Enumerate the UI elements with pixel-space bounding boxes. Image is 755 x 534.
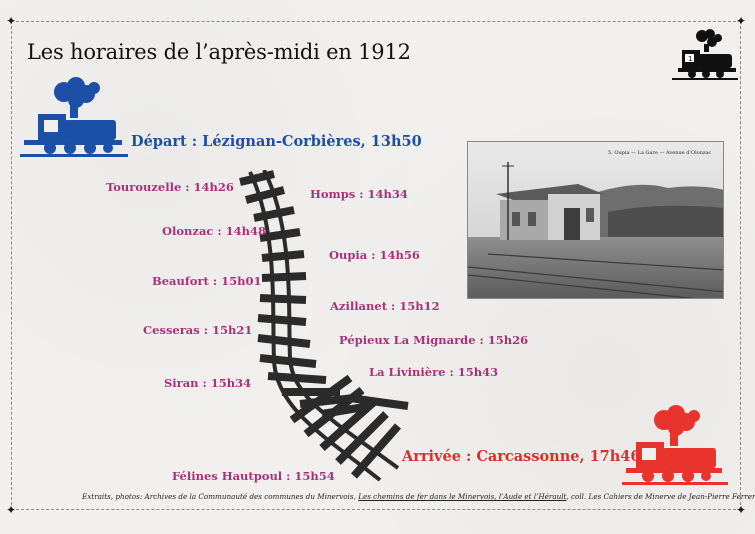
train-icon-red — [622, 402, 732, 486]
sparkle-corner-icon: ✦ — [6, 503, 17, 517]
sparkle-corner-icon: ✦ — [736, 503, 747, 517]
oupia-station-photo — [467, 141, 724, 299]
train-icon-black — [668, 26, 740, 82]
stop-tourouzelle: Tourouzelle : 14h26 — [106, 180, 234, 194]
credits-prefix: Extraits, photos: Archives de la Communauté des communes du Minervois, — [82, 492, 359, 501]
stop-olonzac: Olonzac : 14h48 — [162, 224, 267, 238]
stop-la-liviniere: La Livinière : 15h43 — [369, 365, 499, 379]
stop-cesseras: Cesseras : 15h21 — [143, 323, 253, 337]
stop-siran: Siran : 15h34 — [164, 376, 252, 390]
stop-beaufort: Beaufort : 15h01 — [152, 274, 262, 288]
stop-oupia: Oupia : 14h56 — [329, 248, 420, 262]
sparkle-corner-icon: ✦ — [736, 14, 747, 28]
stop-azillanet: Azillanet : 15h12 — [330, 299, 440, 313]
sparkle-corner-icon: ✦ — [6, 14, 17, 28]
depart-label: Départ : Lézignan-Corbières, 13h50 — [131, 133, 422, 150]
photo-caption: 5. Oupia — La Gare — Avenue d’Olonzac — [608, 150, 712, 156]
credits-book: Les chemins de fer dans le Minervois, l’Aude et l’Hérault — [358, 492, 567, 501]
stop-felines-hautpoul: Félines Hautpoul : 15h54 — [172, 469, 335, 483]
stop-pepieux: Pépieux La Mignarde : 15h26 — [339, 333, 529, 347]
train-icon-blue — [20, 72, 132, 158]
stop-homps: Homps : 14h34 — [310, 187, 408, 201]
page-title: Les horaires de l’après-midi en 1912 — [27, 40, 411, 64]
railway-track — [230, 170, 420, 490]
svg-text:1: 1 — [688, 55, 693, 63]
credits — [82, 492, 755, 501]
arrivee-label: Arrivée : Carcassonne, 17h46 — [402, 448, 641, 465]
credits-suffix: , coll. Les Cahiers de Minerve de Jean-Pierre Ferrer — [566, 492, 755, 501]
